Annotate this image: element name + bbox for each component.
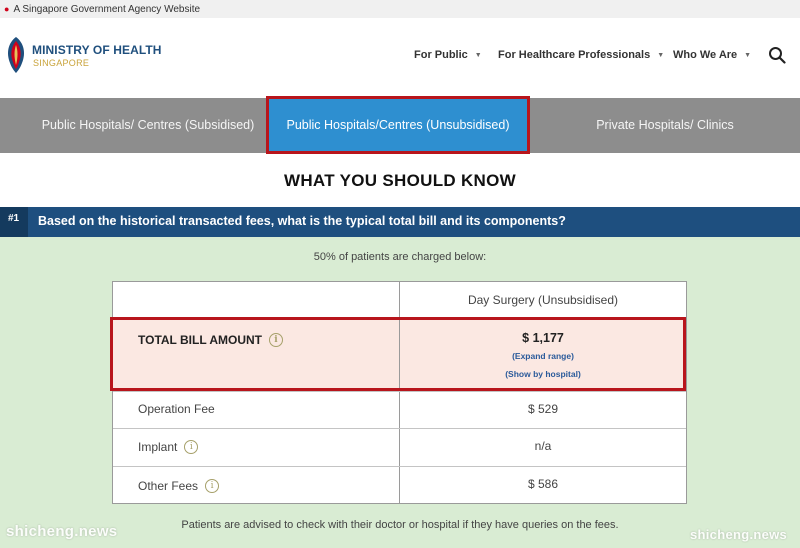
nav-for-public-label: For Public	[414, 49, 468, 61]
active-tab-highlight	[266, 96, 530, 154]
other-fees-label-text: Other Fees	[138, 479, 199, 493]
watermark-right: shicheng.news	[690, 527, 788, 542]
total-bill-value: $ 1,177	[522, 331, 564, 345]
nav-for-healthcare-professionals-label: For Healthcare Professionals	[498, 49, 651, 61]
tab-private-hospitals[interactable]: Private Hospitals/ Clinics	[596, 118, 734, 132]
show-by-hospital-link[interactable]: (Show by hospital)	[505, 369, 581, 379]
gov-agency-bar	[0, 0, 800, 18]
tab-public-unsubsidised[interactable]: Public Hospitals/Centres (Unsubsidised)	[269, 99, 527, 151]
search-icon[interactable]	[768, 46, 786, 64]
question-text: Based on the historical transacted fees, what is the typical total bill and its components?	[38, 214, 566, 228]
implant-label-text: Implant	[138, 440, 178, 454]
chevron-down-icon: ▼	[474, 52, 482, 59]
info-icon[interactable]: i	[184, 440, 198, 454]
gov-agency-text: A Singapore Government Agency Website	[13, 3, 201, 15]
site-header	[0, 18, 800, 96]
total-bill-highlight	[110, 317, 686, 391]
operation-fee-label	[138, 402, 215, 416]
operation-fee-value: $ 529	[527, 402, 559, 416]
tab-public-subsidised[interactable]: Public Hospitals/ Centres (Subsidised)	[41, 118, 255, 132]
question-number: #1	[0, 207, 28, 237]
row-divider	[113, 428, 686, 429]
lion-head-icon: ●	[4, 4, 10, 14]
column-header: Day Surgery (Unsubsidised)	[467, 293, 619, 307]
row-divider	[113, 391, 686, 392]
nav-for-public[interactable]	[414, 49, 482, 61]
nav-who-we-are-label: Who We Are	[673, 49, 738, 61]
nav-who-we-are[interactable]	[673, 49, 751, 61]
other-fees-label	[138, 479, 219, 493]
info-icon[interactable]: i	[205, 479, 219, 493]
info-icon[interactable]: i	[269, 333, 283, 347]
fee-table	[112, 281, 687, 504]
percentile-note: 50% of patients are charged below:	[313, 251, 487, 263]
expand-range-link[interactable]: (Expand range)	[512, 351, 574, 361]
total-bill-label-text: TOTAL BILL AMOUNT	[138, 333, 262, 347]
logo-title[interactable]: MINISTRY OF HEALTH	[32, 43, 162, 57]
logo-subtitle: SINGAPORE	[33, 58, 90, 68]
other-fees-value: $ 586	[527, 477, 559, 491]
implant-value: n/a	[534, 439, 552, 453]
chevron-down-icon: ▼	[657, 52, 665, 59]
chevron-down-icon: ▼	[744, 52, 752, 59]
section-title: WHAT YOU SHOULD KNOW	[283, 171, 517, 190]
operation-fee-label-text: Operation Fee	[138, 402, 215, 416]
row-divider	[113, 466, 686, 467]
question-bar	[0, 207, 800, 237]
moh-logo-icon[interactable]	[4, 35, 28, 75]
implant-label	[138, 440, 198, 454]
bottom-note: Patients are advised to check with their doctor or hospital if they have queries on the fees.	[181, 519, 619, 531]
watermark-left: shicheng.news	[6, 523, 118, 540]
nav-for-healthcare-professionals[interactable]	[498, 49, 664, 61]
